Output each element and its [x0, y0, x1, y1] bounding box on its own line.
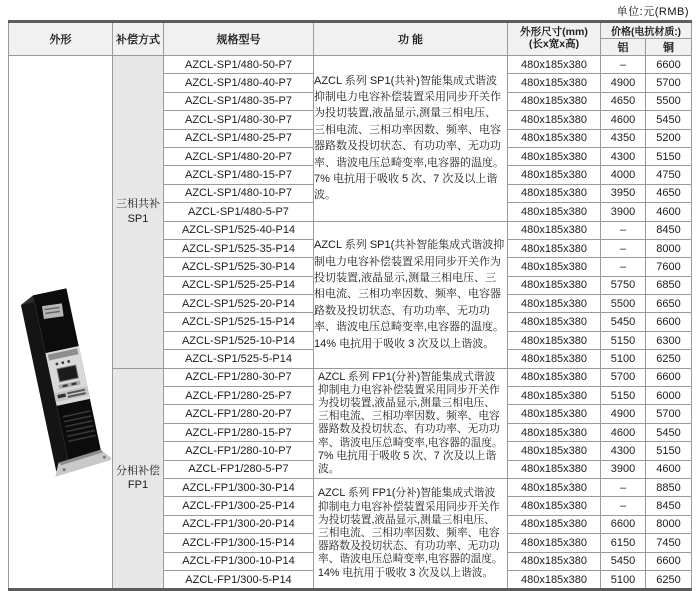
price-aluminum-cell: 5500 [601, 295, 646, 313]
price-copper-cell: 6250 [646, 350, 692, 368]
header-dimensions [508, 22, 601, 56]
function-cell: AZCL 系列 SP1(共补智能集成式谐波抑制电力电容补偿装置采用同步开关作为投切装置,液晶显示,测量三相电压、三相电流、三相功率因数、频率、电容器路数及投切状态、有功功率、无功功率、谐波电压总畸变率,电容器的温度。14% 电抗用于吸收 3 次及以上谐波。 [314, 221, 508, 368]
price-aluminum-cell: – [601, 497, 646, 515]
dimensions-cell: 480x185x380 [508, 350, 601, 368]
table-header [9, 22, 692, 56]
price-aluminum-cell: 3900 [601, 460, 646, 478]
price-aluminum-cell: – [601, 239, 646, 257]
dimensions-cell: 480x185x380 [508, 387, 601, 405]
price-copper-cell: 7600 [646, 258, 692, 276]
price-copper-cell: 6000 [646, 387, 692, 405]
table-row [9, 56, 692, 74]
dimensions-cell: 480x185x380 [508, 147, 601, 165]
price-copper-cell: 5150 [646, 442, 692, 460]
price-aluminum-cell: – [601, 258, 646, 276]
method-label-line1: 三相共补 [116, 197, 160, 210]
dimensions-cell: 480x185x380 [508, 515, 601, 533]
model-cell: AZCL-FP1/280-10-P7 [164, 442, 314, 460]
price-copper-cell: 4750 [646, 166, 692, 184]
model-cell: AZCL-SP1/480-30-P7 [164, 111, 314, 129]
price-aluminum-cell: 5750 [601, 276, 646, 294]
dimensions-cell: 480x185x380 [508, 276, 601, 294]
header-price: 价格(电抗材质:) [601, 22, 692, 39]
model-cell: AZCL-SP1/525-25-P14 [164, 276, 314, 294]
header-aluminum: 铝 [601, 39, 646, 56]
dimensions-cell: 480x185x380 [508, 166, 601, 184]
header-function: 功 能 [314, 22, 508, 56]
price-aluminum-cell: – [601, 478, 646, 496]
spec-table-body [9, 56, 692, 590]
model-cell: AZCL-SP1/525-5-P14 [164, 350, 314, 368]
price-aluminum-cell: 4600 [601, 423, 646, 441]
header-model: 规格型号 [164, 22, 314, 56]
price-copper-cell: 5700 [646, 74, 692, 92]
price-aluminum-cell: 4350 [601, 129, 646, 147]
capacitor-unit-photo [11, 280, 111, 478]
dimensions-cell: 480x185x380 [508, 570, 601, 589]
price-copper-cell: 4650 [646, 184, 692, 202]
price-copper-cell: 6850 [646, 276, 692, 294]
model-cell: AZCL-FP1/300-15-P14 [164, 534, 314, 552]
unit-label: 单位:元(RMB) [616, 6, 689, 18]
price-copper-cell: 6600 [646, 313, 692, 331]
price-aluminum-cell: 4300 [601, 147, 646, 165]
model-cell: AZCL-FP1/280-5-P7 [164, 460, 314, 478]
price-aluminum-cell: 6600 [601, 515, 646, 533]
model-cell: AZCL-SP1/480-50-P7 [164, 56, 314, 74]
model-cell: AZCL-FP1/280-25-P7 [164, 387, 314, 405]
model-cell: AZCL-SP1/480-15-P7 [164, 166, 314, 184]
price-copper-cell: 7450 [646, 534, 692, 552]
method-label-line2: FP1 [127, 479, 149, 492]
dimensions-cell: 480x185x380 [508, 129, 601, 147]
dimensions-cell: 480x185x380 [508, 460, 601, 478]
dimensions-cell: 480x185x380 [508, 405, 601, 423]
price-aluminum-cell: 4900 [601, 405, 646, 423]
function-cell: AZCL 系列 FP1(分补)智能集成式谐波抑制电力电容补偿装置采用同步开关作为投切装置,液晶显示,测量三相电压、三相电流、三相功率因数、频率、电容器路数及投切状态、有功功率、无功功率、谐波电压总畸变率,电容器的温度。14% 电抗用于吸收 3 次及以上谐波。 [314, 478, 508, 589]
price-copper-cell: 6300 [646, 331, 692, 349]
method-cell [113, 56, 164, 369]
model-cell: AZCL-SP1/525-35-P14 [164, 239, 314, 257]
method-label-line1: 分相补偿 [116, 464, 160, 477]
price-copper-cell: 5450 [646, 111, 692, 129]
model-cell: AZCL-SP1/480-20-P7 [164, 147, 314, 165]
model-cell: AZCL-FP1/300-30-P14 [164, 478, 314, 496]
price-aluminum-cell: 5450 [601, 313, 646, 331]
dimensions-cell: 480x185x380 [508, 497, 601, 515]
model-cell: AZCL-SP1/525-30-P14 [164, 258, 314, 276]
dimensions-cell: 480x185x380 [508, 56, 601, 74]
dimensions-cell: 480x185x380 [508, 203, 601, 221]
price-copper-cell: 5450 [646, 423, 692, 441]
model-cell: AZCL-FP1/300-25-P14 [164, 497, 314, 515]
header-copper: 铜 [646, 39, 692, 56]
dimensions-cell: 480x185x380 [508, 442, 601, 460]
price-aluminum-cell: 4650 [601, 92, 646, 110]
price-copper-cell: 6650 [646, 295, 692, 313]
price-aluminum-cell: 6150 [601, 534, 646, 552]
price-copper-cell: 8850 [646, 478, 692, 496]
model-cell: AZCL-FP1/280-15-P7 [164, 423, 314, 441]
model-cell: AZCL-SP1/480-5-P7 [164, 203, 314, 221]
price-copper-cell: 6600 [646, 552, 692, 570]
model-cell: AZCL-SP1/480-25-P7 [164, 129, 314, 147]
price-aluminum-cell: – [601, 56, 646, 74]
price-aluminum-cell: – [601, 221, 646, 239]
model-cell: AZCL-SP1/525-40-P14 [164, 221, 314, 239]
price-copper-cell: 5200 [646, 129, 692, 147]
price-aluminum-cell: 5150 [601, 387, 646, 405]
model-cell: AZCL-FP1/300-20-P14 [164, 515, 314, 533]
model-cell: AZCL-SP1/480-35-P7 [164, 92, 314, 110]
dimensions-cell: 480x185x380 [508, 423, 601, 441]
price-copper-cell: 8450 [646, 221, 692, 239]
price-copper-cell: 8000 [646, 515, 692, 533]
appearance-cell [9, 56, 113, 590]
dimensions-cell: 480x185x380 [508, 368, 601, 386]
dimensions-cell: 480x185x380 [508, 313, 601, 331]
price-copper-cell: 5700 [646, 405, 692, 423]
price-aluminum-cell: 5700 [601, 368, 646, 386]
product-photo-wrap [9, 280, 112, 481]
price-copper-cell: 8000 [646, 239, 692, 257]
price-copper-cell: 6250 [646, 570, 692, 589]
price-aluminum-cell: 5100 [601, 570, 646, 589]
dimensions-cell: 480x185x380 [508, 331, 601, 349]
price-aluminum-cell: 4000 [601, 166, 646, 184]
price-copper-cell: 4600 [646, 460, 692, 478]
header-dimensions-line2: (长x宽x高) [528, 38, 580, 50]
price-copper-cell: 5500 [646, 92, 692, 110]
model-cell: AZCL-FP1/280-20-P7 [164, 405, 314, 423]
dimensions-cell: 480x185x380 [508, 534, 601, 552]
header-dimensions-line1: 外形尺寸(mm) [520, 26, 588, 39]
product-spec-price-table [8, 20, 692, 591]
dimensions-cell: 480x185x380 [508, 552, 601, 570]
dimensions-cell: 480x185x380 [508, 111, 601, 129]
dimensions-cell: 480x185x380 [508, 221, 601, 239]
header-appearance: 外形 [9, 22, 113, 56]
dimensions-cell: 480x185x380 [508, 478, 601, 496]
dimensions-cell: 480x185x380 [508, 74, 601, 92]
dimensions-cell: 480x185x380 [508, 239, 601, 257]
model-cell: AZCL-FP1/280-30-P7 [164, 368, 314, 386]
price-aluminum-cell: 3950 [601, 184, 646, 202]
model-cell: AZCL-SP1/525-10-P14 [164, 331, 314, 349]
model-cell: AZCL-SP1/480-40-P7 [164, 74, 314, 92]
model-cell: AZCL-SP1/525-15-P14 [164, 313, 314, 331]
price-aluminum-cell: 4900 [601, 74, 646, 92]
price-aluminum-cell: 4300 [601, 442, 646, 460]
dimensions-cell: 480x185x380 [508, 258, 601, 276]
price-aluminum-cell: 3900 [601, 203, 646, 221]
model-cell: AZCL-FP1/300-10-P14 [164, 552, 314, 570]
price-copper-cell: 6600 [646, 368, 692, 386]
dimensions-cell: 480x185x380 [508, 184, 601, 202]
price-aluminum-cell: 5100 [601, 350, 646, 368]
method-cell [113, 368, 164, 590]
price-aluminum-cell: 5450 [601, 552, 646, 570]
model-cell: AZCL-SP1/525-20-P14 [164, 295, 314, 313]
method-label-line2: SP1 [127, 212, 149, 225]
model-cell: AZCL-SP1/480-10-P7 [164, 184, 314, 202]
dimensions-cell: 480x185x380 [508, 295, 601, 313]
price-aluminum-cell: 5150 [601, 331, 646, 349]
price-copper-cell: 8450 [646, 497, 692, 515]
function-cell: AZCL 系列 FP1(分补)智能集成式谐波抑制电力电容补偿装置采用同步开关作为投切装置,液晶显示,测量三相电压、三相电流、三相功率因数、频率、电容器路数及投切状态、有功功率、无功功率、谐波电压总畸变率,电容器的温度。7% 电抗用于吸收 5 次、7 次及以上谐波。 [314, 368, 508, 478]
price-copper-cell: 4600 [646, 203, 692, 221]
model-cell: AZCL-FP1/300-5-P14 [164, 570, 314, 589]
header-method: 补偿方式 [113, 22, 164, 56]
price-copper-cell: 5150 [646, 147, 692, 165]
price-aluminum-cell: 4600 [601, 111, 646, 129]
function-cell: AZCL 系列 SP1(共补)智能集成式谐波抑制电力电容补偿装置采用同步开关作为投切装置,液晶显示,测量三相电压、三相电流、三相功率因数、频率、电容器路数及投切状态、有功功率、无功功率、谐波电压总畸变率,电容器的温度。7% 电抗用于吸收 5 次、7 次及以上谐波。 [314, 56, 508, 222]
dimensions-cell: 480x185x380 [508, 92, 601, 110]
price-copper-cell: 6600 [646, 56, 692, 74]
